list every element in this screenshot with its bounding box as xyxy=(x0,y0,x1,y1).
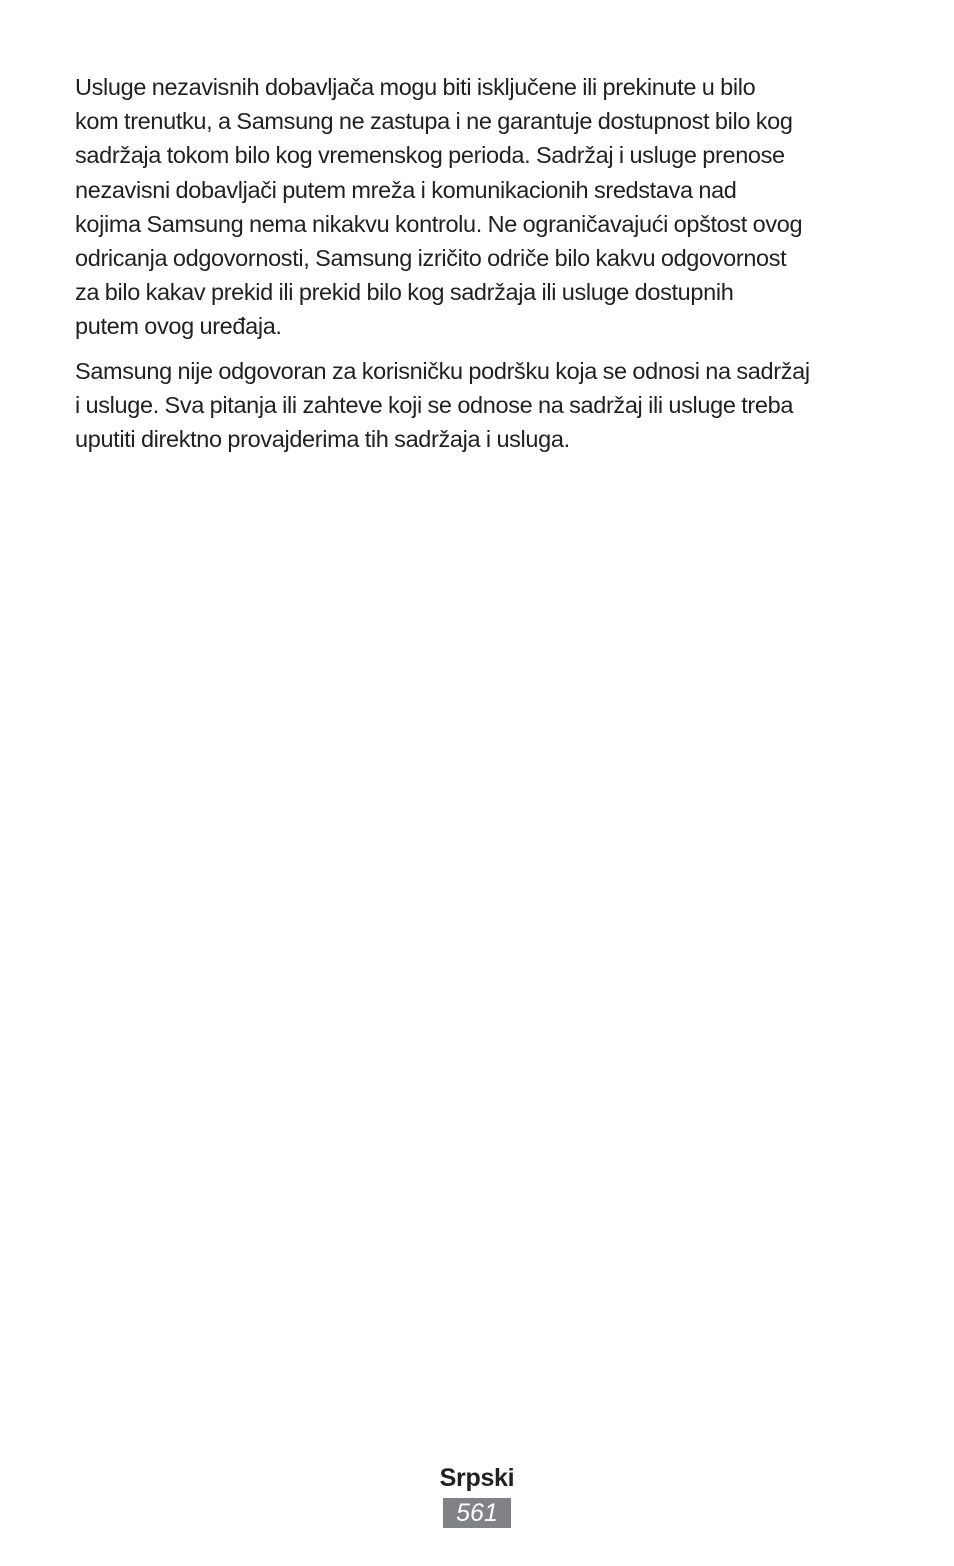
paragraph-line: putem ovog uređaja. xyxy=(75,313,282,340)
paragraph-line: Usluge nezavisnih dobavljača mogu biti isključene ili prekinute u bilo xyxy=(75,74,756,100)
paragraph-line: i usluge. Sva pitanja ili zahteve koji se odnose na sadržaj ili usluge treba xyxy=(75,391,794,418)
document-body xyxy=(75,70,885,466)
paragraph-customer-support xyxy=(75,354,885,457)
paragraph-line: nezavisni dobavljači putem mreža i komunikacionih sredstava nad xyxy=(75,176,737,203)
page-number: 561 xyxy=(443,1498,511,1528)
paragraph-line: odricanja odgovornosti, Samsung izričito odriče bilo kakvu odgovornost xyxy=(75,245,787,272)
footer-language: Srpski xyxy=(439,1464,515,1492)
paragraph-line: Samsung nije odgovoran za korisničku podršku koja se odnosi na sadržaj xyxy=(75,357,810,384)
paragraph-line: kojima Samsung nema nikakvu kontrolu. Ne ograničavajući opštost ovog xyxy=(75,210,803,237)
paragraph-third-party-services xyxy=(75,70,885,344)
paragraph-line: uputiti direktno provajderima tih sadržaja i usluga. xyxy=(75,426,570,453)
paragraph-line: sadržaja tokom bilo kog vremenskog perioda. Sadržaj i usluge prenose xyxy=(75,142,785,169)
paragraph-line: kom trenutku, a Samsung ne zastupa i ne garantuje dostupnost bilo kog xyxy=(75,108,793,135)
page-footer xyxy=(0,1462,954,1528)
paragraph-line: za bilo kakav prekid ili prekid bilo kog sadržaja ili usluge dostupnih xyxy=(75,279,734,306)
